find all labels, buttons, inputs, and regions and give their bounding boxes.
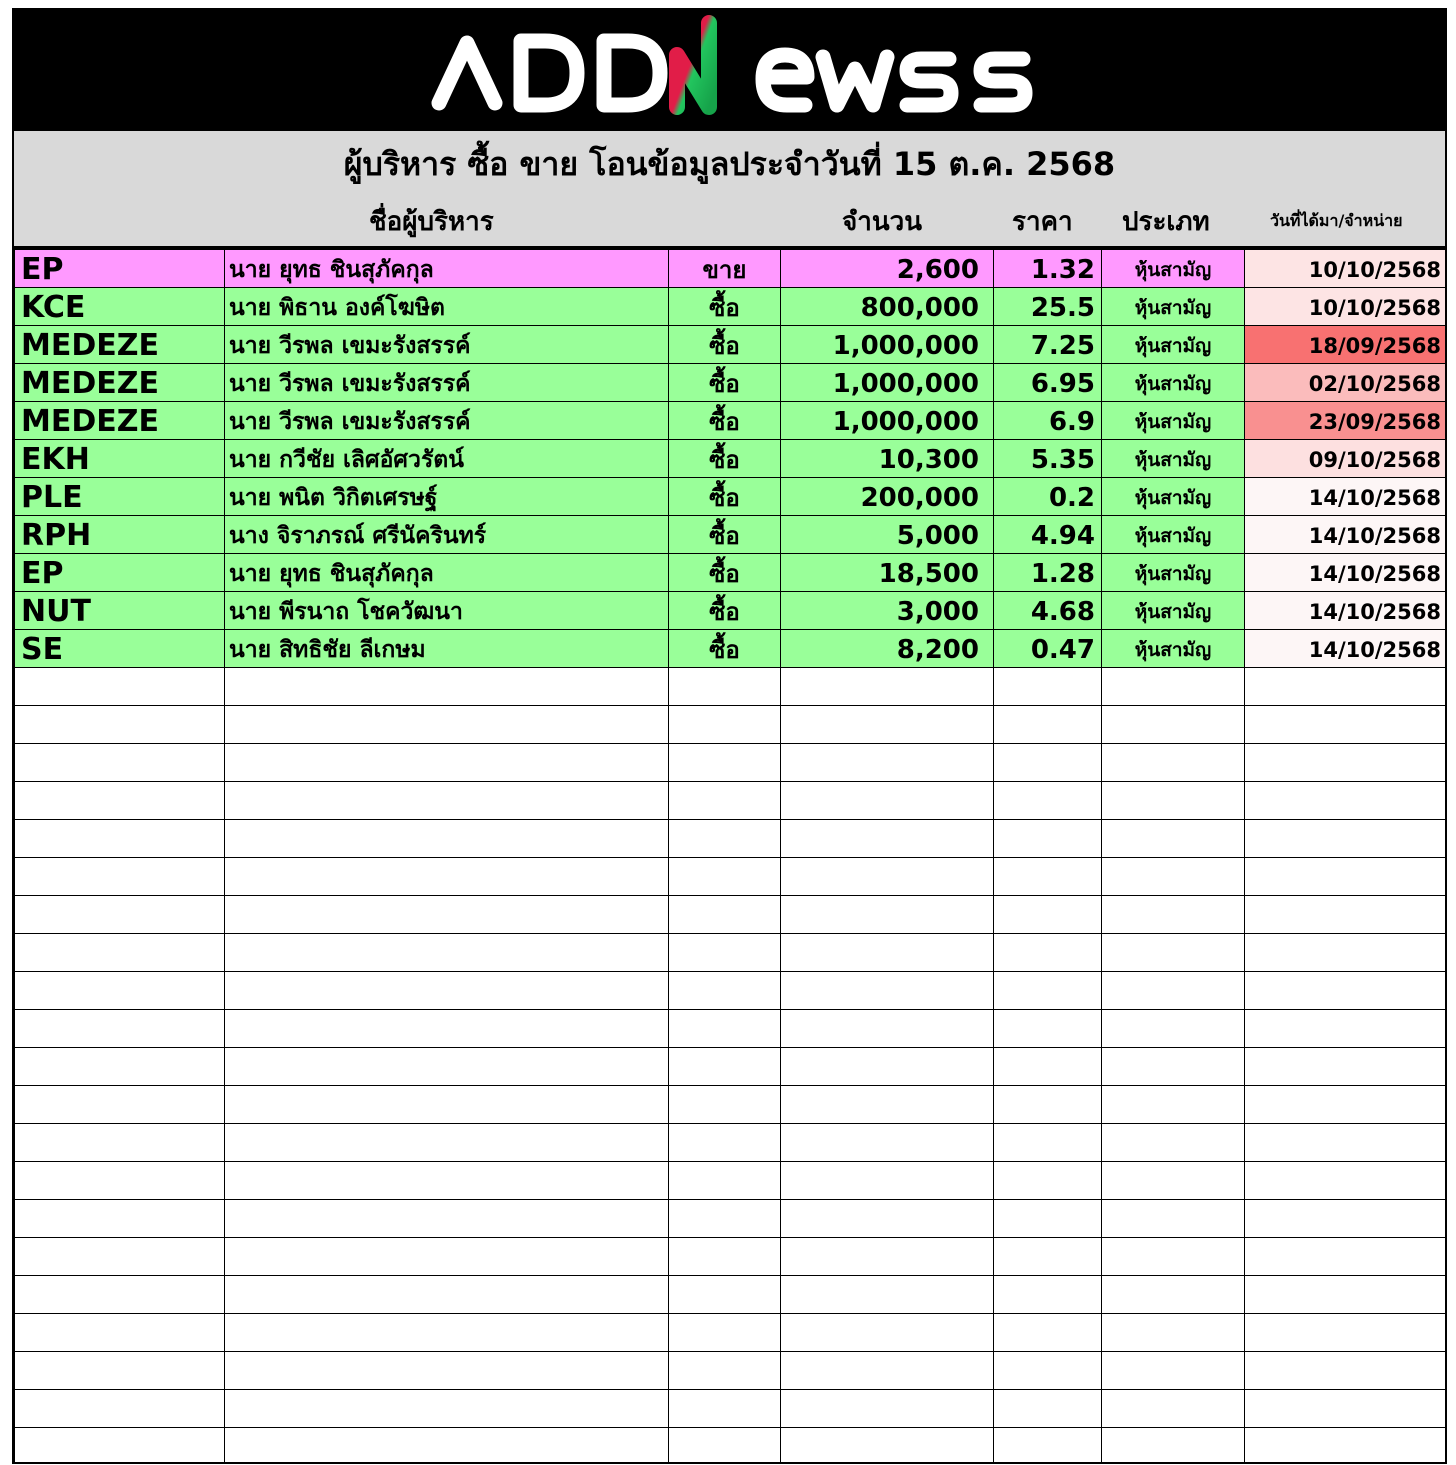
cell-price[interactable]: 6.9 (994, 402, 1102, 440)
cell-type[interactable]: หุ้นสามัญ (1102, 516, 1245, 554)
empty-cell[interactable] (1245, 896, 1446, 934)
cell-quantity[interactable]: 3,000 (781, 592, 994, 630)
empty-row (15, 1200, 1446, 1238)
empty-cell[interactable] (1245, 858, 1446, 896)
empty-cell[interactable] (781, 972, 994, 1010)
n-mark-icon (677, 23, 709, 107)
cell-symbol[interactable]: PLE (15, 478, 225, 516)
empty-cell[interactable] (225, 668, 669, 706)
empty-cell[interactable] (994, 820, 1102, 858)
cell-side[interactable]: ขาย (669, 250, 781, 288)
empty-cell[interactable] (225, 896, 669, 934)
cell-side[interactable]: ซื้อ (669, 478, 781, 516)
cell-side[interactable]: ซื้อ (669, 440, 781, 478)
cell-name[interactable]: นาย สิทธิชัย ลีเกษม (225, 630, 669, 668)
empty-cell[interactable] (1102, 706, 1245, 744)
empty-cell[interactable] (994, 1124, 1102, 1162)
empty-cell[interactable] (225, 744, 669, 782)
empty-cell[interactable] (15, 1200, 225, 1238)
empty-row (15, 668, 1446, 706)
empty-cell[interactable] (15, 1238, 225, 1276)
cell-type[interactable]: หุ้นสามัญ (1102, 250, 1245, 288)
empty-cell[interactable] (669, 744, 781, 782)
empty-row (15, 896, 1446, 934)
empty-cell[interactable] (1102, 1200, 1245, 1238)
empty-cell[interactable] (994, 668, 1102, 706)
empty-cell[interactable] (15, 744, 225, 782)
cell-date[interactable]: 14/10/2568 (1245, 554, 1446, 592)
empty-row (15, 782, 1446, 820)
empty-cell[interactable] (225, 706, 669, 744)
empty-cell[interactable] (15, 1276, 225, 1314)
cell-side[interactable]: ซื้อ (669, 554, 781, 592)
empty-cell[interactable] (1245, 1086, 1446, 1124)
empty-cell[interactable] (781, 1428, 994, 1465)
empty-cell[interactable] (994, 1162, 1102, 1200)
empty-cell[interactable] (1102, 668, 1245, 706)
empty-cell[interactable] (225, 1390, 669, 1428)
empty-cell[interactable] (15, 1390, 225, 1428)
empty-cell[interactable] (669, 1276, 781, 1314)
empty-cell[interactable] (781, 858, 994, 896)
empty-cell[interactable] (225, 1086, 669, 1124)
table-row (15, 364, 1446, 402)
empty-cell[interactable] (994, 1276, 1102, 1314)
empty-cell[interactable] (1102, 1162, 1245, 1200)
column-header-date: วันที่ได้มา/จำหน่าย (1270, 211, 1403, 230)
table-row (15, 288, 1446, 326)
cell-price[interactable]: 25.5 (994, 288, 1102, 326)
cell-date[interactable]: 02/10/2568 (1245, 364, 1446, 402)
cell-date[interactable]: 10/10/2568 (1245, 250, 1446, 288)
empty-cell[interactable] (15, 1124, 225, 1162)
empty-cell[interactable] (994, 1390, 1102, 1428)
empty-cell[interactable] (225, 1352, 669, 1390)
cell-name[interactable]: นาง จิราภรณ์ ศรีนัครินทร์ (225, 516, 669, 554)
table-row (15, 592, 1446, 630)
cell-side[interactable]: ซื้อ (669, 630, 781, 668)
empty-cell[interactable] (1102, 1428, 1245, 1465)
cell-symbol[interactable]: EP (15, 554, 225, 592)
empty-cell[interactable] (1245, 972, 1446, 1010)
empty-row (15, 1162, 1446, 1200)
cell-price[interactable]: 7.25 (994, 326, 1102, 364)
cell-side[interactable]: ซื้อ (669, 364, 781, 402)
empty-cell[interactable] (15, 1010, 225, 1048)
empty-cell[interactable] (781, 1200, 994, 1238)
empty-cell[interactable] (1102, 1086, 1245, 1124)
transactions-table (14, 249, 1446, 1464)
cell-date[interactable]: 10/10/2568 (1245, 288, 1446, 326)
empty-cell[interactable] (669, 858, 781, 896)
cell-name[interactable]: นาย วีรพล เขมะรังสรรค์ (225, 364, 669, 402)
cell-side[interactable]: ซื้อ (669, 402, 781, 440)
cell-type[interactable]: หุ้นสามัญ (1102, 326, 1245, 364)
empty-cell[interactable] (225, 820, 669, 858)
empty-cell[interactable] (669, 1010, 781, 1048)
empty-cell[interactable] (15, 934, 225, 972)
cell-name[interactable]: นาย กวีชัย เลิศอัศวรัตน์ (225, 440, 669, 478)
empty-cell[interactable] (225, 1238, 669, 1276)
empty-cell[interactable] (15, 858, 225, 896)
empty-row (15, 1314, 1446, 1352)
cell-type[interactable]: หุ้นสามัญ (1102, 478, 1245, 516)
empty-cell[interactable] (781, 934, 994, 972)
empty-cell[interactable] (669, 1238, 781, 1276)
cell-symbol[interactable]: EP (15, 250, 225, 288)
cell-price[interactable]: 0.47 (994, 630, 1102, 668)
cell-symbol[interactable]: EKH (15, 440, 225, 478)
empty-cell[interactable] (15, 782, 225, 820)
cell-type[interactable]: หุ้นสามัญ (1102, 364, 1245, 402)
table-row (15, 516, 1446, 554)
empty-row (15, 858, 1446, 896)
cell-type[interactable]: หุ้นสามัญ (1102, 402, 1245, 440)
empty-cell[interactable] (1102, 972, 1245, 1010)
empty-row (15, 972, 1446, 1010)
table-header (14, 131, 1445, 249)
cell-quantity[interactable]: 10,300 (781, 440, 994, 478)
empty-cell[interactable] (669, 1124, 781, 1162)
cell-side[interactable]: ซื้อ (669, 288, 781, 326)
empty-cell[interactable] (669, 1162, 781, 1200)
empty-cell[interactable] (1245, 1352, 1446, 1390)
empty-row (15, 1390, 1446, 1428)
cell-symbol[interactable]: RPH (15, 516, 225, 554)
cell-type[interactable]: หุ้นสามัญ (1102, 592, 1245, 630)
empty-cell[interactable] (225, 1200, 669, 1238)
empty-row (15, 934, 1446, 972)
cell-quantity[interactable]: 5,000 (781, 516, 994, 554)
empty-cell[interactable] (1102, 1276, 1245, 1314)
column-header-name: ชื่อผู้บริหาร (369, 207, 494, 237)
cell-symbol[interactable]: NUT (15, 592, 225, 630)
empty-cell[interactable] (1245, 1276, 1446, 1314)
empty-row (15, 1048, 1446, 1086)
cell-quantity[interactable]: 1,000,000 (781, 364, 994, 402)
cell-price[interactable]: 1.32 (994, 250, 1102, 288)
empty-cell[interactable] (1245, 820, 1446, 858)
empty-cell[interactable] (994, 1238, 1102, 1276)
empty-cell[interactable] (669, 896, 781, 934)
cell-price[interactable]: 4.68 (994, 592, 1102, 630)
table-row (15, 440, 1446, 478)
empty-cell[interactable] (669, 1086, 781, 1124)
table-row (15, 326, 1446, 364)
empty-cell[interactable] (994, 1428, 1102, 1465)
empty-cell[interactable] (669, 1390, 781, 1428)
empty-cell[interactable] (781, 1390, 994, 1428)
cell-price[interactable]: 6.95 (994, 364, 1102, 402)
empty-cell[interactable] (781, 744, 994, 782)
cell-symbol[interactable]: MEDEZE (15, 326, 225, 364)
cell-quantity[interactable]: 1,000,000 (781, 402, 994, 440)
cell-price[interactable]: 4.94 (994, 516, 1102, 554)
cell-date[interactable]: 14/10/2568 (1245, 516, 1446, 554)
cell-quantity[interactable]: 8,200 (781, 630, 994, 668)
empty-cell[interactable] (225, 1314, 669, 1352)
cell-date[interactable]: 23/09/2568 (1245, 402, 1446, 440)
empty-cell[interactable] (781, 1238, 994, 1276)
cell-symbol[interactable]: SE (15, 630, 225, 668)
empty-cell[interactable] (15, 1048, 225, 1086)
cell-symbol[interactable]: MEDEZE (15, 364, 225, 402)
empty-cell[interactable] (994, 858, 1102, 896)
empty-row (15, 1276, 1446, 1314)
column-header-price: ราคา (1012, 207, 1073, 237)
empty-row (15, 1238, 1446, 1276)
empty-cell[interactable] (1245, 1390, 1446, 1428)
empty-cell[interactable] (225, 858, 669, 896)
empty-cell[interactable] (1245, 744, 1446, 782)
cell-quantity[interactable]: 1,000,000 (781, 326, 994, 364)
column-header-quantity: จำนวน (842, 207, 922, 237)
empty-cell[interactable] (781, 1314, 994, 1352)
empty-cell[interactable] (225, 1010, 669, 1048)
cell-symbol[interactable]: KCE (15, 288, 225, 326)
empty-cell[interactable] (781, 1162, 994, 1200)
empty-cell[interactable] (994, 896, 1102, 934)
empty-cell[interactable] (669, 1200, 781, 1238)
empty-row (15, 744, 1446, 782)
cell-symbol[interactable]: MEDEZE (15, 402, 225, 440)
empty-cell[interactable] (1102, 820, 1245, 858)
empty-cell[interactable] (1245, 1124, 1446, 1162)
empty-cell[interactable] (15, 820, 225, 858)
empty-cell[interactable] (994, 1200, 1102, 1238)
empty-cell[interactable] (781, 668, 994, 706)
empty-cell[interactable] (781, 1276, 994, 1314)
empty-cell[interactable] (1102, 1314, 1245, 1352)
empty-cell[interactable] (669, 972, 781, 1010)
empty-cell[interactable] (15, 1162, 225, 1200)
empty-cell[interactable] (1102, 744, 1245, 782)
empty-row (15, 820, 1446, 858)
empty-row (15, 1124, 1446, 1162)
empty-cell[interactable] (1245, 1428, 1446, 1465)
empty-cell[interactable] (994, 1086, 1102, 1124)
empty-cell[interactable] (15, 896, 225, 934)
empty-cell[interactable] (994, 706, 1102, 744)
empty-cell[interactable] (1102, 896, 1245, 934)
table-row (15, 630, 1446, 668)
empty-row (15, 1428, 1446, 1465)
empty-cell[interactable] (994, 782, 1102, 820)
empty-cell[interactable] (669, 820, 781, 858)
empty-cell[interactable] (1245, 934, 1446, 972)
empty-cell[interactable] (781, 1086, 994, 1124)
empty-row (15, 1086, 1446, 1124)
empty-cell[interactable] (1102, 1390, 1245, 1428)
addnewss-logo (409, 15, 1069, 127)
empty-cell[interactable] (1245, 1314, 1446, 1352)
empty-cell[interactable] (669, 934, 781, 972)
cell-name[interactable]: นาย ยุทธ ชินสุภัคกุล (225, 250, 669, 288)
table-row (15, 478, 1446, 516)
empty-cell[interactable] (15, 1352, 225, 1390)
empty-cell[interactable] (225, 782, 669, 820)
empty-cell[interactable] (669, 1048, 781, 1086)
empty-cell[interactable] (1245, 706, 1446, 744)
empty-cell[interactable] (669, 1352, 781, 1390)
empty-cell[interactable] (781, 1352, 994, 1390)
empty-cell[interactable] (781, 1010, 994, 1048)
empty-cell[interactable] (1102, 1124, 1245, 1162)
cell-name[interactable]: นาย พนิต วิกิตเศรษฐ์ (225, 478, 669, 516)
empty-cell[interactable] (994, 1048, 1102, 1086)
page-title: ผู้บริหาร ซื้อ ขาย โอนข้อมูลประจำวันที่ 15 ต.ค. 2568 (343, 145, 1116, 183)
empty-cell[interactable] (15, 1086, 225, 1124)
empty-cell[interactable] (15, 1428, 225, 1465)
empty-cell[interactable] (1102, 1048, 1245, 1086)
empty-cell[interactable] (225, 1048, 669, 1086)
empty-row (15, 1010, 1446, 1048)
empty-cell[interactable] (781, 896, 994, 934)
empty-cell[interactable] (781, 1124, 994, 1162)
empty-cell[interactable] (1102, 1238, 1245, 1276)
cell-price[interactable]: 1.28 (994, 554, 1102, 592)
empty-cell[interactable] (1245, 1048, 1446, 1086)
cell-quantity[interactable]: 800,000 (781, 288, 994, 326)
empty-cell[interactable] (994, 934, 1102, 972)
logo-banner (14, 10, 1445, 131)
empty-cell[interactable] (225, 1124, 669, 1162)
cell-name[interactable]: นาย พิธาน องค์โฆษิต (225, 288, 669, 326)
empty-cell[interactable] (669, 668, 781, 706)
cell-quantity[interactable]: 200,000 (781, 478, 994, 516)
empty-cell[interactable] (669, 706, 781, 744)
empty-cell[interactable] (15, 668, 225, 706)
empty-cell[interactable] (669, 782, 781, 820)
empty-cell[interactable] (225, 1276, 669, 1314)
empty-cell[interactable] (1245, 1162, 1446, 1200)
empty-row (15, 1352, 1446, 1390)
empty-cell[interactable] (994, 1010, 1102, 1048)
empty-cell[interactable] (1245, 782, 1446, 820)
cell-side[interactable]: ซื้อ (669, 326, 781, 364)
empty-cell[interactable] (994, 1314, 1102, 1352)
cell-type[interactable]: หุ้นสามัญ (1102, 630, 1245, 668)
empty-cell[interactable] (225, 1162, 669, 1200)
spreadsheet (12, 8, 1447, 1464)
empty-cell[interactable] (781, 782, 994, 820)
empty-cell[interactable] (1102, 858, 1245, 896)
cell-date[interactable]: 14/10/2568 (1245, 592, 1446, 630)
empty-cell[interactable] (994, 744, 1102, 782)
empty-cell[interactable] (1245, 668, 1446, 706)
empty-cell[interactable] (781, 820, 994, 858)
empty-cell[interactable] (669, 1314, 781, 1352)
cell-price[interactable]: 0.2 (994, 478, 1102, 516)
cell-name[interactable]: นาย วีรพล เขมะรังสรรค์ (225, 326, 669, 364)
table-row (15, 250, 1446, 288)
cell-date[interactable]: 14/10/2568 (1245, 630, 1446, 668)
cell-quantity[interactable]: 2,600 (781, 250, 994, 288)
empty-cell[interactable] (1245, 1010, 1446, 1048)
cell-name[interactable]: นาย ยุทธ ชินสุภัคกุล (225, 554, 669, 592)
cell-name[interactable]: นาย พีรนาถ โชควัฒนา (225, 592, 669, 630)
empty-cell[interactable] (1102, 934, 1245, 972)
table-row (15, 402, 1446, 440)
empty-cell[interactable] (1102, 782, 1245, 820)
cell-date[interactable]: 14/10/2568 (1245, 478, 1446, 516)
empty-cell[interactable] (994, 972, 1102, 1010)
empty-cell[interactable] (225, 972, 669, 1010)
empty-cell[interactable] (1245, 1238, 1446, 1276)
empty-cell[interactable] (225, 1428, 669, 1465)
empty-row (15, 706, 1446, 744)
table-row (15, 554, 1446, 592)
empty-cell[interactable] (225, 934, 669, 972)
cell-date[interactable]: 18/09/2568 (1245, 326, 1446, 364)
cell-type[interactable]: หุ้นสามัญ (1102, 288, 1245, 326)
cell-side[interactable]: ซื้อ (669, 592, 781, 630)
empty-cell[interactable] (781, 1048, 994, 1086)
empty-cell[interactable] (781, 706, 994, 744)
empty-cell[interactable] (669, 1428, 781, 1465)
cell-side[interactable]: ซื้อ (669, 516, 781, 554)
cell-type[interactable]: หุ้นสามัญ (1102, 440, 1245, 478)
empty-cell[interactable] (1102, 1352, 1245, 1390)
empty-cell[interactable] (1245, 1200, 1446, 1238)
cell-date[interactable]: 09/10/2568 (1245, 440, 1446, 478)
cell-type[interactable]: หุ้นสามัญ (1102, 554, 1245, 592)
column-header-type: ประเภท (1122, 207, 1210, 237)
empty-cell[interactable] (15, 1314, 225, 1352)
cell-price[interactable]: 5.35 (994, 440, 1102, 478)
cell-name[interactable]: นาย วีรพล เขมะรังสรรค์ (225, 402, 669, 440)
empty-cell[interactable] (15, 972, 225, 1010)
empty-cell[interactable] (15, 706, 225, 744)
empty-cell[interactable] (994, 1352, 1102, 1390)
empty-cell[interactable] (1102, 1010, 1245, 1048)
cell-quantity[interactable]: 18,500 (781, 554, 994, 592)
